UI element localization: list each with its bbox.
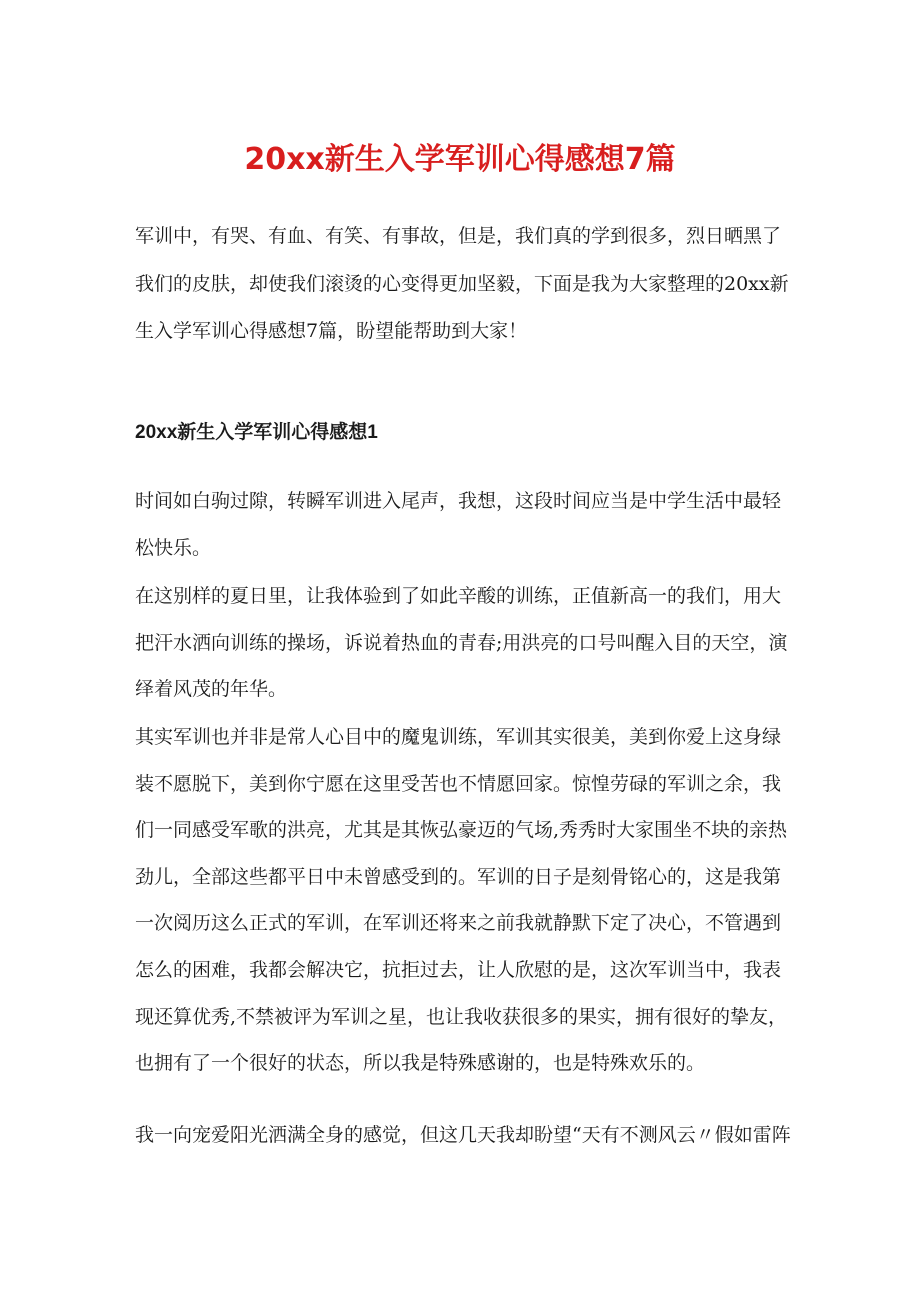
section-heading: 20xx新生入学军训心得感想1 — [135, 422, 378, 443]
paragraph-4: 我一向宠爱阳光洒满全身的感觉，但这几天我却盼望“天有不测风云〃假如雷阵 — [135, 1124, 791, 1146]
paragraph-3: 其实军训也并非是常人心目中的魔鬼训练，军训其实很美，美到你爱上这身绿装不愿脱下，美到你宁愿在这里受苦也不情愿回家。惊惶劳碌的军训之余，我们一同感受军歌的洪亮，尤其是其恢弘豪迈的气场,秀秀时大家围坐不块的亲热劲儿，全部这些都平日中未曾感受到的。军训的日子是刻骨铭心的，这是我第一次阅历这么正式的军训，在军训还将来之前我就静默下定了决心，不管遇到怎么的困难，我都会解决它，抗拒过去，让人欣慰的是，这次军训当中，我表现还算优秀,不禁被评为军训之星，也让我收获很多的果实，拥有很好的挚友，也拥有了一个很好的状态，所以我是特殊感谢的，也是特殊欢乐的。 — [135, 726, 788, 1075]
intro-paragraph: 军训中，有哭、有血、有笑、有事故，但是，我们真的学到很多，烈日晒黑了我们的皮肤，却使我们滚烫的心变得更加坚毅，下面是我为大家整理的20xx新生入学军训心得感想7篇，盼望能帮助到大家！ — [135, 225, 789, 342]
paragraph-1: 时间如白驹过隙，转瞬军训进入尾声，我想，这段时间应当是中学生活中最轻松快乐。 — [135, 490, 782, 559]
paragraph-2: 在这别样的夏日里，让我体验到了如此辛酸的训练，正值新高一的我们，用大把汗水洒向训练的操场，诉说着热血的青春;用洪亮的口号叫醒入目的天空，演绎着风茂的年华。 — [135, 585, 788, 700]
document-title: 20xx新生入学军训心得感想7篇 — [244, 142, 676, 177]
